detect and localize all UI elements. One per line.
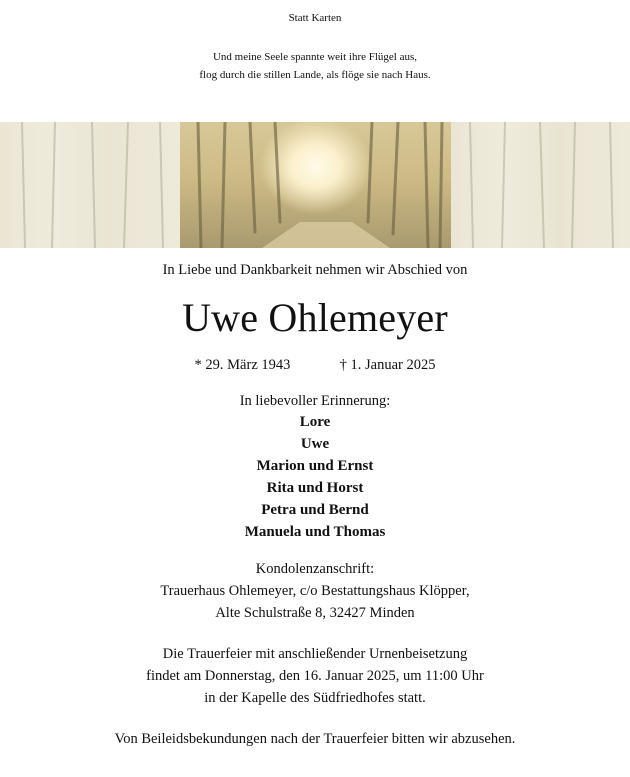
header-note: Statt Karten <box>288 12 342 24</box>
remembrance-heading: In liebevoller Erinnerung: <box>239 393 391 409</box>
life-dates <box>0 357 630 374</box>
verse-line: flog durch die stillen Lande, als flöge sie nach Haus. <box>199 69 431 81</box>
condolence-block <box>0 558 630 624</box>
mourner-name: Uwe <box>300 436 330 452</box>
trees-icon <box>0 122 630 248</box>
service-line: Die Trauerfeier mit anschließender Urnenbeisetzung <box>162 646 468 662</box>
mourner-name: Marion und Ernst <box>256 458 374 474</box>
mourner-name: Lore <box>299 414 331 430</box>
intro-text: In Liebe und Dankbarkeit nehmen wir Abschied von <box>162 262 468 278</box>
service-block <box>0 643 630 709</box>
verse <box>0 48 630 84</box>
condolence-heading: Kondolenzanschrift: <box>255 561 375 577</box>
mourner-name: Rita und Horst <box>266 480 364 496</box>
verse-line: Und meine Seele spannte weit ihre Flügel aus, <box>212 51 418 63</box>
service-line: findet am Donnerstag, den 16. Januar 2025, um 11:00 Uhr <box>146 668 484 684</box>
death-date: † 1. Januar 2025 <box>339 357 436 373</box>
mourner-name: Manuela und Thomas <box>244 524 386 540</box>
forest-path-banner <box>0 122 630 248</box>
birth-date: * 29. März 1943 <box>194 357 291 373</box>
service-line: in der Kapelle des Südfriedhofes statt. <box>204 690 426 706</box>
condolence-line: Trauerhaus Ohlemeyer, c/o Bestattungshaus Klöpper, <box>160 583 470 599</box>
mourner-list <box>0 411 630 543</box>
condolence-line: Alte Schulstraße 8, 32427 Minden <box>215 605 415 621</box>
mourner-name: Petra und Bernd <box>261 502 369 518</box>
closing-note: Von Beileidsbekundungen nach der Trauerfeier bitten wir abzusehen. <box>114 731 516 747</box>
deceased-name: Uwe Ohlemeyer <box>182 295 448 340</box>
